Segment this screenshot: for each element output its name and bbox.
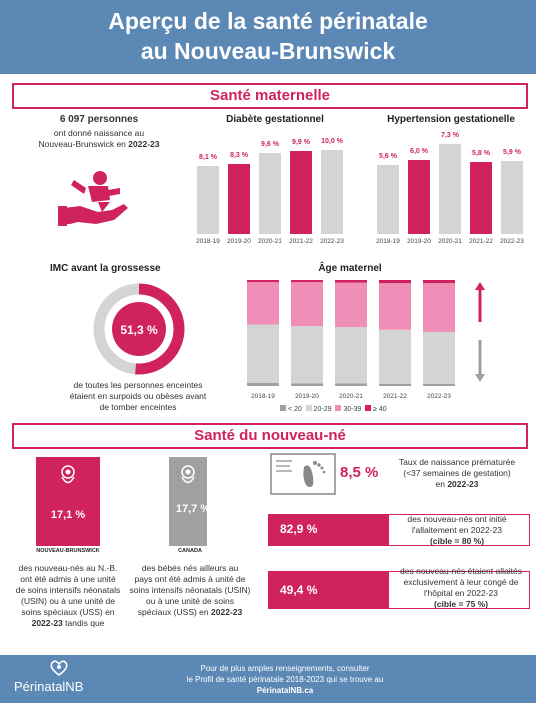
bar-2021-22 xyxy=(290,151,312,234)
breastfeeding-initiation-description xyxy=(392,514,522,547)
maternal-age-chart xyxy=(245,278,465,418)
stack-segment xyxy=(335,383,367,386)
baby-hand-icon xyxy=(58,168,138,230)
ca-text-5: spéciaux (USS) en xyxy=(137,607,209,617)
baby-icon xyxy=(178,464,198,486)
bar-value-label: 10,0 % xyxy=(321,138,343,145)
bar-2019-20 xyxy=(408,160,430,234)
bar-2020-21 xyxy=(259,153,281,234)
ca-text-3: soins intensifs néonatals (USIN) xyxy=(129,585,251,595)
diabetes-chart-title: Diabète gestationnel xyxy=(226,114,324,125)
legend-swatch xyxy=(280,405,286,411)
page-title-line1: Aperçu de la santé périnatale xyxy=(108,8,428,34)
stack-segment xyxy=(423,283,455,332)
diabetes-chart xyxy=(195,130,355,250)
births-count: 6 097 personnes xyxy=(59,114,139,125)
footer-text xyxy=(140,663,430,696)
bar-value-label: 8,3 % xyxy=(230,152,248,160)
bmi-title: IMC avant la grossesse xyxy=(50,263,161,274)
footer-text-2: le Profil de santé périnatale 2018-2023 qui se trouve au xyxy=(186,675,384,684)
x-tick-label: 2022-23 xyxy=(500,238,524,245)
perinatalnb-logo-text: PérinatalNB xyxy=(14,679,84,694)
bar-value-label: 5,8 % xyxy=(472,150,490,158)
maternal-age-bars xyxy=(245,278,465,403)
x-tick-label: 2020-21 xyxy=(339,393,363,400)
x-tick-label: 2018-19 xyxy=(196,238,220,245)
bmi-text-1: de toutes les personnes enceintes xyxy=(73,380,203,390)
stack-segment xyxy=(291,326,323,383)
stack-segment xyxy=(379,384,411,386)
stack-segment xyxy=(335,280,367,283)
page-title-line2: au Nouveau-Brunswick xyxy=(140,38,396,64)
x-tick-label: 2021-22 xyxy=(469,238,493,245)
legend-label-20-29: 20-29 xyxy=(313,406,332,413)
ca-text-4: ou à une unité de soins xyxy=(146,596,234,606)
stack-segment xyxy=(291,280,323,282)
footprint-card-icon xyxy=(270,453,336,495)
baby-icon xyxy=(58,464,78,486)
births-block xyxy=(14,114,184,150)
bar-value-label: 9,6 % xyxy=(261,141,279,149)
x-tick-label: 2022-23 xyxy=(427,393,451,400)
hypertension-chart xyxy=(375,130,530,250)
breastfeeding-initiation-value: 82,9 % xyxy=(280,522,318,536)
footer-link[interactable]: PérinatalNB.ca xyxy=(256,686,314,695)
bf-text-1: des nouveau-nés ont initié xyxy=(407,514,507,524)
preterm-year: 2022-23 xyxy=(447,479,479,489)
legend-swatch xyxy=(365,405,371,411)
stack-segment xyxy=(423,384,455,386)
bar-2018-19 xyxy=(197,166,219,234)
nb-nicu-description xyxy=(6,563,130,629)
ca-text-2: pays ont été admis à unité de xyxy=(134,574,246,584)
x-tick-label: 2018-19 xyxy=(251,393,275,400)
x-tick-label: 2018-19 xyxy=(376,238,400,245)
stack-segment xyxy=(291,383,323,386)
bar-2018-19 xyxy=(377,165,399,234)
exclusive-breastfeeding-value: 49,4 % xyxy=(280,583,318,597)
nb-text-5: soins spéciaux (USS) en xyxy=(21,607,115,617)
stack-segment xyxy=(379,280,411,283)
nb-label: NOUVEAU-BRUNSWICK xyxy=(36,548,100,554)
ebf-target: (cible = 75 %) xyxy=(433,599,489,609)
bf-text-2: l'allaitement en 2022-23 xyxy=(412,525,502,535)
preterm-text-2: (<37 semaines de gestation) xyxy=(403,468,511,478)
legend-label-40-plus: ≥ 40 xyxy=(373,406,387,413)
footer-text-1: Pour de plus amples renseignements, consulter xyxy=(200,664,370,673)
nb-text-4: (USIN) ou à une unité de xyxy=(20,596,116,606)
x-tick-label: 2021-22 xyxy=(289,238,313,245)
bar-value-label: 6,0 % xyxy=(410,148,428,156)
ebf-text-1: des nouveau-nés étaient allaités xyxy=(400,566,522,576)
nb-year: 2022-23 xyxy=(31,618,63,628)
stack-segment xyxy=(379,330,411,384)
bar-value-label: 8,1 % xyxy=(199,153,217,161)
nb-text-3: de soins intensifs néonatals xyxy=(15,585,121,595)
x-tick-label: 2020-21 xyxy=(438,238,462,245)
ebf-text-3: l'hôpital en 2022-23 xyxy=(424,588,498,598)
stack-segment xyxy=(423,280,455,283)
stack-segment xyxy=(423,332,455,384)
stack-segment xyxy=(247,383,279,386)
x-tick-label: 2022-23 xyxy=(320,238,344,245)
page-footer xyxy=(0,655,536,703)
nb-nicu-value: 17,1 % xyxy=(50,509,86,521)
births-year: 2022-23 xyxy=(128,139,160,149)
legend-swatch xyxy=(335,405,341,411)
bar-2022-23 xyxy=(501,161,523,234)
legend-swatch xyxy=(306,405,312,411)
stack-segment xyxy=(379,283,411,330)
bf-target: (cible = 80 %) xyxy=(429,536,485,546)
maternal-age-legend xyxy=(280,405,500,417)
preterm-value: 8,5 % xyxy=(340,464,379,481)
legend-label-30-39: 30-39 xyxy=(343,406,362,413)
nb-text-2: ont été admis à une unité xyxy=(20,574,116,584)
canada-nicu-value: 17,7 % xyxy=(175,503,211,515)
maternal-age-chart-title: Âge maternel xyxy=(318,263,382,274)
bar-2020-21 xyxy=(439,144,461,234)
x-tick-label: 2019-20 xyxy=(227,238,251,245)
births-text-2: Nouveau-Brunswick en xyxy=(38,139,126,149)
bmi-donut xyxy=(92,282,186,376)
x-tick-label: 2021-22 xyxy=(383,393,407,400)
ebf-text-2: exclusivement à leur congé de xyxy=(403,577,519,587)
page-header xyxy=(0,0,536,74)
preterm-text-1: Taux de naissance prématurée xyxy=(398,457,516,467)
bmi-value: 51,3 % xyxy=(120,323,158,337)
trend-arrows-icon xyxy=(474,282,486,382)
ca-text-1: des bébés nés ailleurs au xyxy=(141,563,239,573)
preterm-text-3: en xyxy=(435,479,445,489)
maternal-section-title: Santé maternelle xyxy=(12,83,528,109)
bar-2022-23 xyxy=(321,150,343,234)
bmi-description xyxy=(38,380,238,413)
hypertension-chart-title: Hypertension gestationelle xyxy=(387,114,515,125)
canada-label: CANADA xyxy=(178,548,202,554)
exclusive-breastfeeding-description xyxy=(396,566,526,610)
stack-segment xyxy=(335,283,367,328)
bmi-text-3: de tomber enceintes xyxy=(99,402,177,412)
preterm-description xyxy=(392,457,522,490)
stack-segment xyxy=(335,327,367,383)
bar-2019-20 xyxy=(228,164,250,234)
nb-text-6: tandis que xyxy=(65,618,105,628)
nb-nicu-box xyxy=(36,457,100,546)
stack-segment xyxy=(291,282,323,326)
bar-value-label: 5,6 % xyxy=(379,152,397,160)
x-tick-label: 2020-21 xyxy=(258,238,282,245)
bar-value-label: 9,9 % xyxy=(292,138,310,146)
bar-value-label: 7,3 % xyxy=(441,132,459,139)
bmi-text-2: étaient en surpoids ou obèses avant xyxy=(69,391,207,401)
stack-segment xyxy=(247,280,279,282)
bar-value-label: 5,9 % xyxy=(503,149,521,157)
x-tick-label: 2019-20 xyxy=(407,238,431,245)
bar-2021-22 xyxy=(470,162,492,234)
stack-segment xyxy=(247,282,279,324)
nb-text-1: des nouveau-nés au N.-B. xyxy=(18,563,118,573)
legend-label-under-20: < 20 xyxy=(287,406,302,413)
x-tick-label: 2019-20 xyxy=(295,393,319,400)
newborn-section-title: Santé du nouveau-né xyxy=(12,423,528,449)
births-text-1: ont donné naissance au xyxy=(53,128,145,138)
canada-nicu-box xyxy=(169,457,207,546)
canada-nicu-description xyxy=(128,563,252,618)
stack-segment xyxy=(247,325,279,383)
perinatalnb-logo-icon xyxy=(48,659,70,677)
ca-year: 2022-23 xyxy=(211,607,243,617)
